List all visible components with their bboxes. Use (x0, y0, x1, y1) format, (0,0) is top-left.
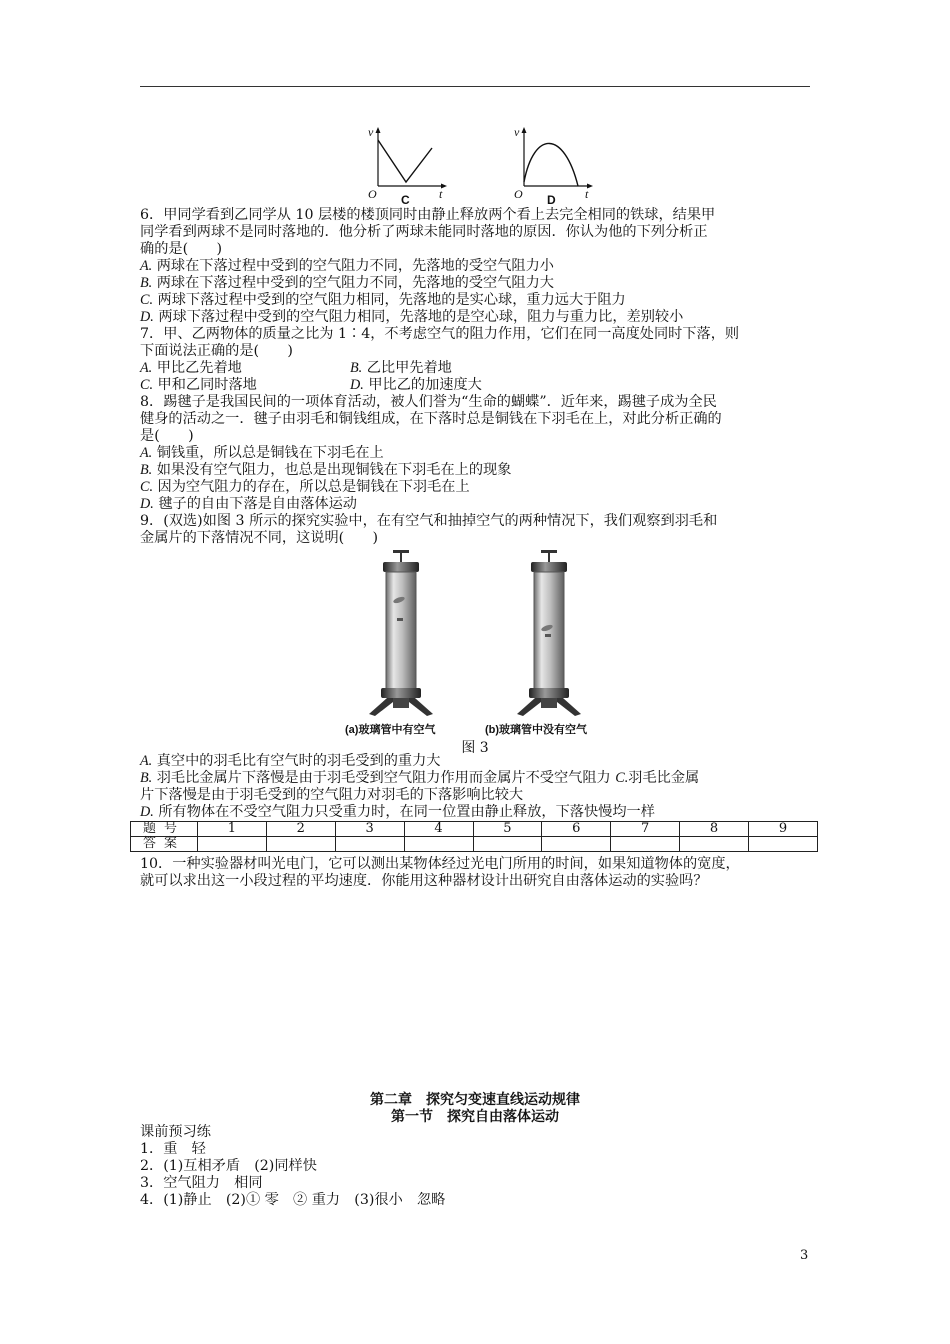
page-number: 3 (800, 1248, 809, 1263)
answer-line-2: 2．(1)互相矛盾 (2)同样快 (140, 1158, 317, 1174)
q9-option-c-rest: 片下落慢是由于羽毛受到的空气阻力对羽毛的下落影响比较大 (140, 787, 524, 803)
q6-option-c: C. 两球下落过程中受到的空气阻力相同，先落地的是实心球，重力远大于阻力 (140, 292, 626, 308)
tube-with-air (369, 550, 433, 716)
graph-c-t-label: t (439, 187, 443, 201)
chapter-title: 第二章 探究匀变速直线运动规律 (370, 1092, 580, 1108)
answer-table-number: 5 (473, 822, 542, 837)
answer-table-number: 3 (335, 822, 404, 837)
vt-graph-c (362, 124, 452, 206)
graph-d-curve (524, 143, 578, 186)
answer-table (130, 821, 818, 852)
tube-without-air (517, 550, 581, 716)
q9-option-a: A. 真空中的羽毛比有空气时的羽毛受到的重力大 (140, 753, 441, 769)
answer-line-1: 1．重 轻 (140, 1141, 206, 1157)
graph-c-caption: C (401, 193, 410, 206)
chapter-headings (0, 1092, 950, 1126)
q6-stem-2: 同学看到两球不是同时落地的．他分析了两球未能同时落地的原因．你认为他的下列分析正 (140, 224, 708, 240)
q8-stem-2: 健身的活动之一．毽子由羽毛和铜钱组成，在下落时总是铜钱在下羽毛在上，对此分析正确的 (140, 411, 722, 427)
graph-d-origin-label: O (514, 187, 523, 201)
answer-cell[interactable] (198, 837, 267, 852)
preview-answers (140, 1124, 445, 1209)
figure-3-label: 图 3 (461, 740, 489, 756)
figure-3-tubes (335, 548, 625, 740)
answer-table-number: 6 (542, 822, 611, 837)
q9-stem-1: 9．(双选)如图 3 所示的探究实验中，在有空气和抽掉空气的两种情况下，我们观察到羽毛和 (140, 513, 718, 529)
q8-stem-1: 8．踢毽子是我国民间的一项体育活动，被人们誉为“生命的蝴蝶”．近年来，踢毽子成为全民 (140, 394, 717, 410)
answer-cell[interactable] (749, 837, 818, 852)
q8-option-c: C. 因为空气阻力的存在，所以总是铜钱在下羽毛在上 (140, 479, 470, 495)
q9-option-b: B. 羽毛比金属片下落慢是由于羽毛受到空气阻力作用而金属片不受空气阻力 C.羽毛比金属 (140, 770, 700, 786)
answer-table-number: 1 (198, 822, 267, 837)
q8-option-d: D. 毽子的自由下落是自由落体运动 (140, 496, 357, 512)
metal-piece-icon (397, 618, 403, 621)
graph-d-t-label: t (585, 187, 589, 201)
graph-c-origin-label: O (368, 187, 377, 201)
q6-stem-3: 确的是( ) (140, 241, 223, 257)
answer-cell[interactable] (680, 837, 749, 852)
q7-option-a: A. 甲比乙先着地 (140, 360, 242, 376)
answer-table-header-row (131, 822, 818, 837)
q8-option-b: B. 如果没有空气阻力，也总是出现铜钱在下羽毛在上的现象 (140, 462, 512, 478)
q8-stem-3: 是( ) (140, 428, 194, 444)
answer-cell[interactable] (473, 837, 542, 852)
vt-graph-d (508, 124, 598, 206)
q7-option-b: B. 乙比甲先着地 (350, 360, 452, 376)
answer-table-number: 8 (680, 822, 749, 837)
q7-stem-2: 下面说法正确的是( ) (140, 343, 293, 359)
q10 (140, 856, 812, 890)
graph-c-curve (378, 140, 432, 182)
q6-stem-1: 6．甲同学看到乙同学从 10 层楼的楼顶同时由静止释放两个看上去完全相同的铁球，结果甲 (140, 207, 716, 223)
q6-option-b: B. 两球在下落过程中受到的空气阻力不同，先落地的受空气阻力大 (140, 275, 554, 291)
section-title: 第一节 探究自由落体运动 (391, 1109, 559, 1125)
q10-line-1: 10．一种实验器材叫光电门，它可以测出某物体经过光电门所用的时间，如果知道物体的宽度， (140, 856, 740, 872)
answer-cell[interactable] (404, 837, 473, 852)
answer-table-number: 7 (611, 822, 680, 837)
figure-caption-a: (a)玻璃管中有空气 (345, 724, 436, 736)
q7-stem-1: 7．甲、乙两物体的质量之比为 1∶4，不考虑空气的阻力作用，它们在同一高度处同时下落，则 (140, 326, 740, 342)
header-rule (140, 86, 810, 87)
answer-line-4: 4．(1)静止 (2)① 零 ② 重力 (3)很小 忽略 (140, 1192, 446, 1208)
answer-table-number: 2 (266, 822, 335, 837)
metal-piece-icon (545, 634, 551, 637)
q10-line-2: 就可以求出这一小段过程的平均速度．你能用这种器材设计出研究自由落体运动的实验吗？ (140, 873, 708, 889)
answer-table-label-answer: 答案 (131, 837, 198, 852)
answer-table-number: 4 (404, 822, 473, 837)
answer-cell[interactable] (611, 837, 680, 852)
answer-table-number: 9 (749, 822, 818, 837)
q6-option-a: A. 两球在下落过程中受到的空气阻力不同，先落地的受空气阻力小 (140, 258, 554, 274)
q6-option-d: D. 两球下落过程中受到的空气阻力相同，先落地的是空心球，阻力与重力比，差别较小 (140, 309, 684, 325)
q7-option-c: C. 甲和乙同时落地 (140, 377, 257, 393)
answer-table-answer-row (131, 837, 818, 852)
answer-cell[interactable] (542, 837, 611, 852)
q8-option-a: A. 铜钱重，所以总是铜钱在下羽毛在上 (140, 445, 384, 461)
q7-options-row-2 (140, 377, 812, 394)
graph-d-v-label: v (514, 125, 520, 139)
questions-block (140, 207, 812, 547)
answer-cell[interactable] (266, 837, 335, 852)
answers-heading: 课前预习练 (140, 1124, 211, 1140)
q9-stem-2: 金属片的下落情况不同，这说明( ) (140, 530, 379, 546)
graph-d-caption: D (547, 193, 556, 206)
answer-table-label-question: 题号 (131, 822, 198, 837)
q7-options-row-1 (140, 360, 812, 377)
figure-caption-b: (b)玻璃管中没有空气 (485, 724, 588, 736)
answer-line-3: 3．空气阻力 相同 (140, 1175, 263, 1191)
q7-option-d: D. 甲比乙的加速度大 (350, 377, 482, 393)
graph-c-v-label: v (368, 125, 374, 139)
q9-option-d: D. 所有物体在不受空气阻力只受重力时，在同一位置由静止释放，下落快慢均一样 (140, 804, 655, 820)
answer-cell[interactable] (335, 837, 404, 852)
q9-options (140, 753, 812, 821)
